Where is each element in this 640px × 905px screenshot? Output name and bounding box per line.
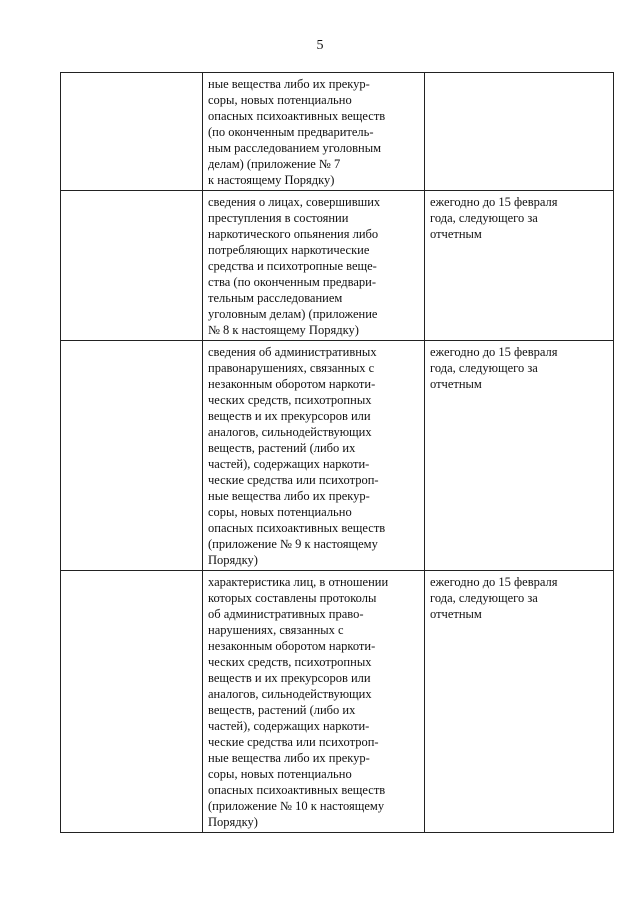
description-line: об административных право-	[208, 607, 364, 621]
deadline-line: года, следующего за	[430, 591, 538, 605]
table-body	[61, 73, 614, 833]
description-line: ческих средств, психотропных	[208, 393, 372, 407]
table-cell-empty	[61, 191, 203, 341]
table-row	[61, 73, 614, 191]
description-line: наркотического опьянения либо	[208, 227, 379, 241]
table-cell-deadline	[425, 341, 614, 571]
description-line: уголовным делам) (приложение	[208, 307, 378, 321]
description-line: Порядку)	[208, 815, 258, 829]
description-line: ческих средств, психотропных	[208, 655, 372, 669]
description-line: потребляющих наркотические	[208, 243, 370, 257]
description-line: преступления в состоянии	[208, 211, 349, 225]
description-line: веществ и их прекурсоров или	[208, 671, 371, 685]
description-line: веществ и их прекурсоров или	[208, 409, 371, 423]
table-cell-description	[203, 73, 425, 191]
description-line: ческие средства или психотроп-	[208, 735, 379, 749]
deadline-line: отчетным	[430, 377, 482, 391]
description-line: правонарушениях, связанных с	[208, 361, 375, 375]
table-row	[61, 191, 614, 341]
description-line: нарушениях, связанных с	[208, 623, 344, 637]
deadline-line: ежегодно до 15 февраля	[430, 575, 558, 589]
description-line: ным расследованием уголовным	[208, 141, 382, 155]
description-line: аналогов, сильнодействующих	[208, 425, 372, 439]
description-line: сведения о лицах, совершивших	[208, 195, 381, 209]
description-line: ческие средства или психотроп-	[208, 473, 379, 487]
description-line: делам) (приложение № 7	[208, 157, 341, 171]
description-line: ные вещества либо их прекур-	[208, 77, 370, 91]
description-line: соры, новых потенциально	[208, 767, 352, 781]
description-line: (приложение № 10 к настоящему	[208, 799, 385, 813]
description-line: тельным расследованием	[208, 291, 343, 305]
description-line: ные вещества либо их прекур-	[208, 751, 370, 765]
table-cell-deadline	[425, 73, 614, 191]
description-line: опасных психоактивных веществ	[208, 521, 386, 535]
description-line: к настоящему Порядку)	[208, 173, 335, 187]
description-line: частей), содержащих наркоти-	[208, 457, 370, 471]
deadline-line: отчетным	[430, 607, 482, 621]
table-cell-empty	[61, 341, 203, 571]
table-cell-deadline	[425, 191, 614, 341]
description-line: незаконным оборотом наркоти-	[208, 377, 376, 391]
deadline-line: года, следующего за	[430, 361, 538, 375]
description-line: № 8 к настоящему Порядку)	[208, 323, 359, 337]
description-line: частей), содержащих наркоти-	[208, 719, 370, 733]
description-line: (приложение № 9 к настоящему	[208, 537, 378, 551]
description-line: ные вещества либо их прекур-	[208, 489, 370, 503]
description-line: соры, новых потенциально	[208, 505, 352, 519]
table-cell-description	[203, 191, 425, 341]
description-line: характеристика лиц, в отношении	[208, 575, 389, 589]
table-cell-deadline	[425, 571, 614, 833]
table-row	[61, 341, 614, 571]
table-cell-empty	[61, 571, 203, 833]
deadline-line: отчетным	[430, 227, 482, 241]
table-cell-description	[203, 571, 425, 833]
description-line: аналогов, сильнодействующих	[208, 687, 372, 701]
page-number: 5	[316, 38, 324, 53]
description-line: веществ, растений (либо их	[208, 441, 356, 455]
reporting-table	[60, 72, 614, 833]
deadline-line: года, следующего за	[430, 211, 538, 225]
deadline-line: ежегодно до 15 февраля	[430, 195, 558, 209]
description-line: ства (по оконченным предвари-	[208, 275, 376, 289]
description-line: опасных психоактивных веществ	[208, 783, 386, 797]
description-line: сведения об административных	[208, 345, 377, 359]
description-line: незаконным оборотом наркоти-	[208, 639, 376, 653]
description-line: (по оконченным предваритель-	[208, 125, 374, 139]
table-row	[61, 571, 614, 833]
deadline-line: ежегодно до 15 февраля	[430, 345, 558, 359]
description-line: Порядку)	[208, 553, 258, 567]
table-cell-empty	[61, 73, 203, 191]
description-line: веществ, растений (либо их	[208, 703, 356, 717]
description-line: соры, новых потенциально	[208, 93, 352, 107]
description-line: которых составлены протоколы	[208, 591, 377, 605]
table-cell-description	[203, 341, 425, 571]
description-line: средства и психотропные веще-	[208, 259, 377, 273]
description-line: опасных психоактивных веществ	[208, 109, 386, 123]
